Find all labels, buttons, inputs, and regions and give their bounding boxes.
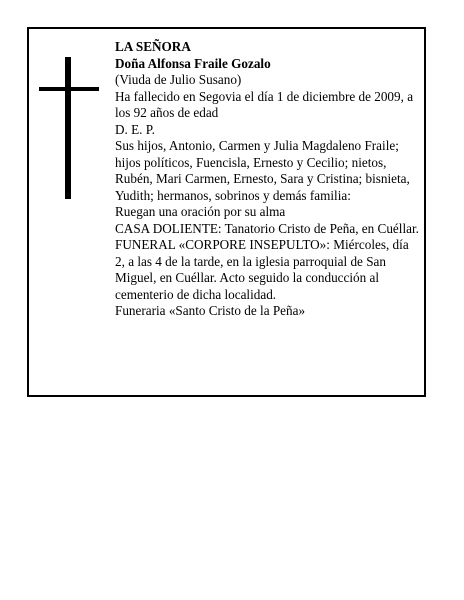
cross-horizontal-bar	[39, 87, 99, 91]
prayer-request: Ruegan una oración por su alma	[115, 204, 286, 219]
casa-doliente: CASA DOLIENTE: Tanatorio Cristo de Peña, en Cuéllar.	[115, 220, 419, 236]
funeraria: Funeraria «Santo Cristo de la Peña»	[115, 303, 306, 318]
notice-heading: LA SEÑORA	[115, 39, 191, 54]
deceased-name: Doña Alfonsa Fraile Gozalo	[115, 55, 271, 71]
rip-text: D. E. P.	[115, 121, 155, 137]
widow-of: (Viuda de Julio Susano)	[115, 72, 242, 87]
cross-icon	[39, 57, 99, 199]
funeral-details: FUNERAL «CORPORE INSEPULTO»: Miércoles, día 2, a las 4 de la tarde, en la iglesia parroquial de San Miguel, en Cuéllar. Acto seguido la conducción al cementerio de dicha localidad.	[115, 237, 409, 302]
notice-body	[115, 39, 421, 320]
obituary-notice	[27, 27, 426, 397]
cross-vertical-bar	[65, 57, 71, 199]
family-list: Sus hijos, Antonio, Carmen y Julia Magdaleno Fraile; hijos políticos, Fuencisla, Ernesto y Cecilio; nietos, Rubén, Mari Carmen, Ernesto, Sara y Cristina; bisnieta, Yudith; hermanos, sobrinos y demás familia:	[115, 138, 410, 203]
death-statement: Ha fallecido en Segovia el día 1 de diciembre de 2009, a los 92 años de edad	[115, 88, 414, 120]
